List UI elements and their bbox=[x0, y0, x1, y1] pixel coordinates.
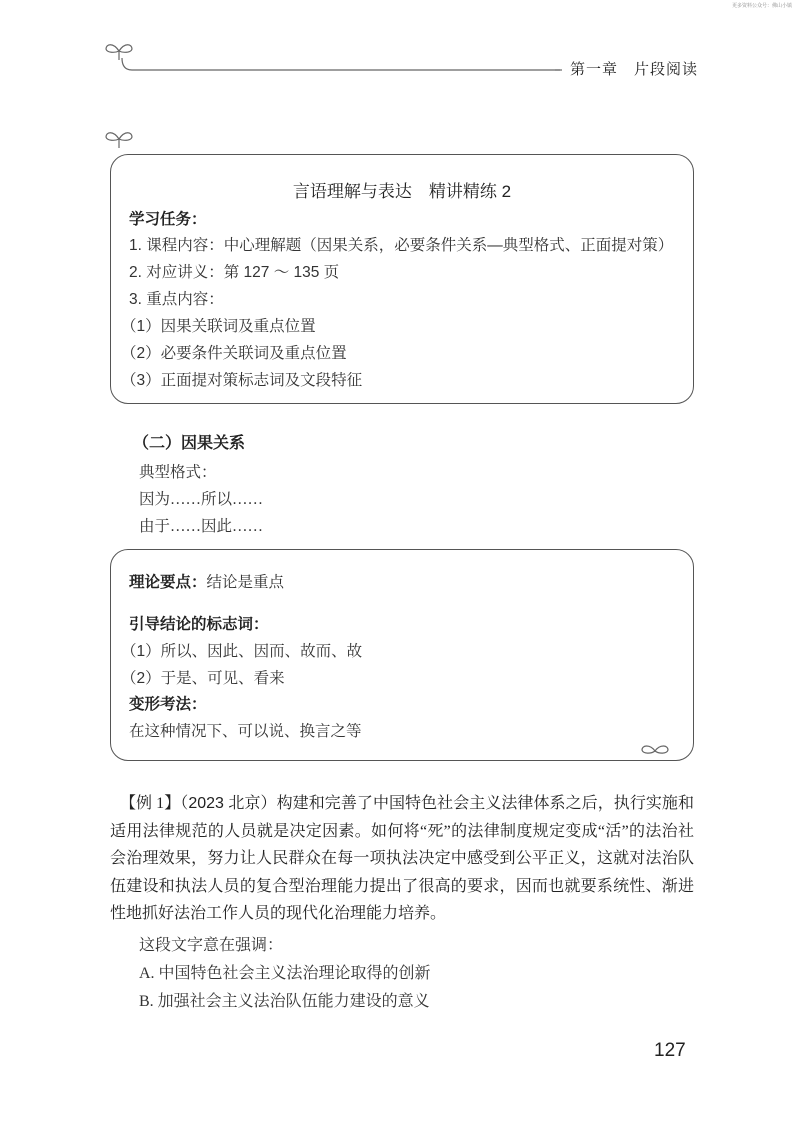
marker-heading: 引导结论的标志词： bbox=[129, 616, 269, 633]
option-b[interactable]: B. 加强社会主义法治队伍能力建设的意义 bbox=[139, 993, 430, 1010]
study-heading: 学习任务： bbox=[129, 211, 207, 228]
option-a[interactable]: A. 中国特色社会主义法治理论取得的创新 bbox=[139, 965, 431, 982]
theory-point bbox=[129, 570, 284, 592]
section-heading: （二）因果关系 bbox=[133, 435, 246, 452]
study-line: （2）必要条件关联词及重点位置 bbox=[121, 345, 347, 362]
variant-text: 在这种情况下、可以说、换言之等 bbox=[129, 723, 362, 740]
variant-heading: 变形考法： bbox=[129, 696, 207, 713]
page-number: 127 bbox=[654, 1040, 686, 1061]
section-line: 典型格式： bbox=[139, 464, 217, 481]
study-task-box bbox=[110, 154, 694, 404]
study-line: 2. 对应讲义：第 127 ～ 135 页 bbox=[129, 264, 340, 281]
theory-point-label: 理论要点： bbox=[129, 574, 207, 591]
marker-line: （1）所以、因此、因而、故而、故 bbox=[121, 643, 363, 660]
study-line: （3）正面提对策标志词及文段特征 bbox=[121, 372, 363, 389]
section-line: 因为……所以…… bbox=[139, 491, 264, 508]
theory-point-text: 结论是重点 bbox=[206, 574, 285, 591]
example-source: （2023 北京） bbox=[180, 795, 277, 812]
corner-note: 更多资料公众号：佛山小镇 bbox=[731, 3, 792, 9]
marker-line: （2）于是、可见、看来 bbox=[121, 670, 285, 687]
example-text: 构建和完善了中国特色社会主义法律体系之后，执行实施和适用法律规范的人员就是决定因素。如何将“死”的法律制度规定变成“活”的法治社会治理效果，努力让人民群众在每一项执法决定中感受到公平正义，这就对法治队伍建设和执法人员的复合型治理能力提出了很高的要求，因而也就要系统性、渐进性地抓好法治工作人员的现代化治理能力培养。 bbox=[110, 795, 694, 922]
study-line: （1）因果关联词及重点位置 bbox=[121, 318, 316, 335]
study-line: 3. 重点内容： bbox=[129, 291, 224, 308]
theory-box bbox=[110, 549, 694, 761]
study-line: 1. 课程内容：中心理解题（因果关系，必要条件关系—典型格式、正面提对策） bbox=[129, 237, 674, 254]
example-label: 【例 1】 bbox=[120, 795, 181, 812]
sprout-icon bbox=[103, 128, 135, 150]
question-stem: 这段文字意在强调： bbox=[139, 937, 284, 954]
section-line: 由于……因此…… bbox=[139, 518, 264, 535]
box-title: 言语理解与表达 精讲精练 2 bbox=[292, 182, 512, 201]
chapter-title: 第一章 片段阅读 bbox=[570, 61, 699, 78]
example-paragraph bbox=[110, 790, 694, 928]
sprout-icon bbox=[103, 40, 135, 62]
